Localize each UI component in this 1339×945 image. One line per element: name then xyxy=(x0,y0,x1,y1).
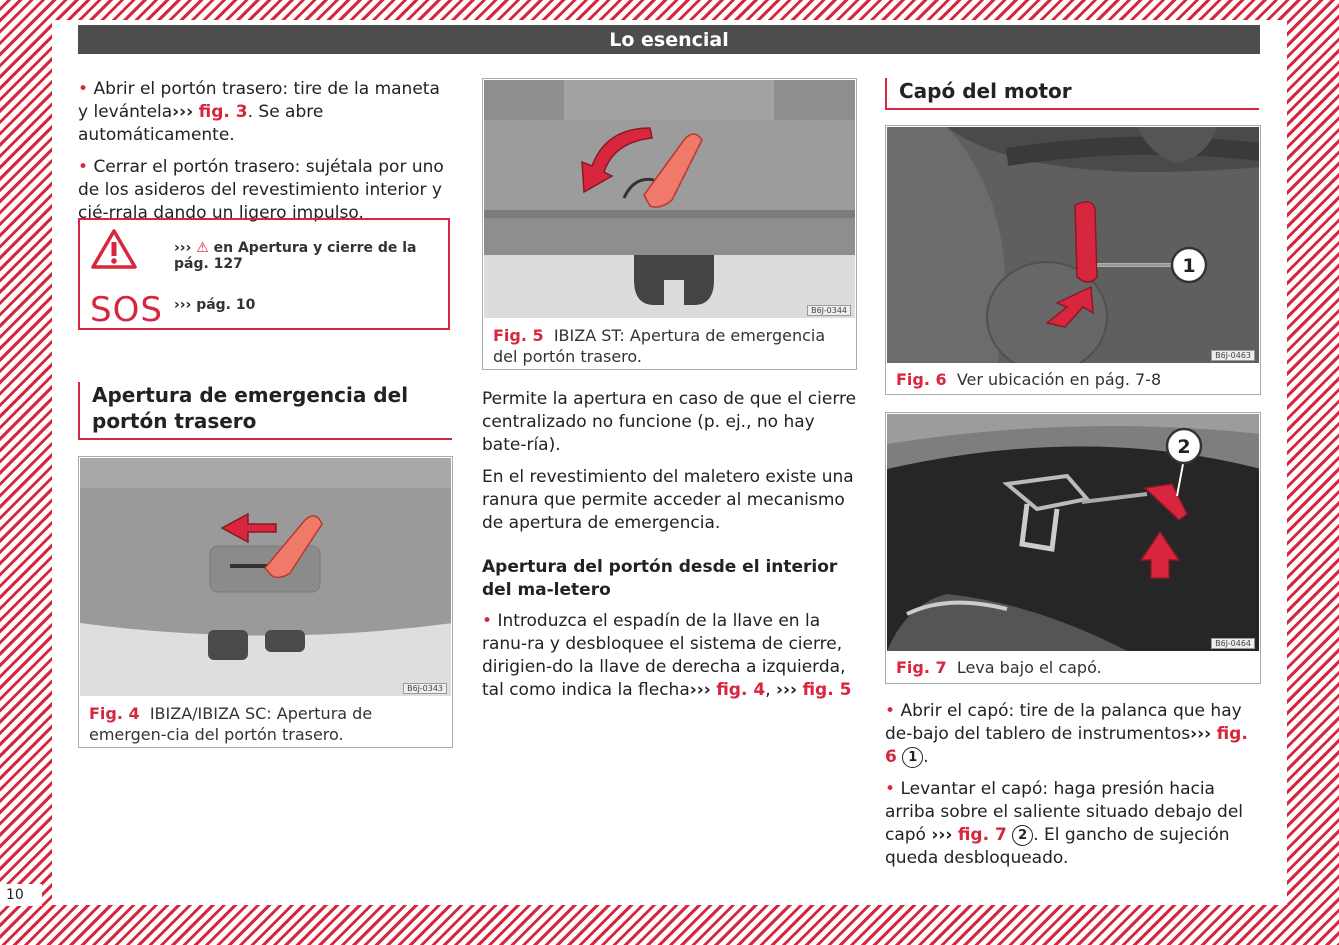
bullet-lift-hood: • Levantar el capó: haga presión hacia arriba sobre el saliente situado debajo del capó ››› fig. 7 2 . El gancho de sujeción queda desbloqueado. xyxy=(885,779,1244,868)
fig4-code: B6J-0343 xyxy=(403,683,447,694)
chevrons-icon: ››› xyxy=(174,240,192,256)
bullet-icon: • xyxy=(78,157,89,177)
chevrons-icon: ››› xyxy=(931,825,953,845)
trunk-panel-illustration xyxy=(80,458,451,696)
fig5-code: B6J-0344 xyxy=(807,305,851,316)
callout-number-2: 2 xyxy=(1012,825,1033,846)
sos-link-line[interactable]: ››› pág. 10 xyxy=(174,297,256,313)
paragraph-1: Permite la apertura en caso de que el cierre centralizado no funcione (p. ej., no hay bate-ría). xyxy=(482,389,857,455)
bullet-icon: • xyxy=(78,79,89,99)
bullet-insert-key: • Introduzca el espadín de la llave en la ranu-ra y desbloquee el sistema de cierre, dirigien-do la llave de derecha a izquierda, tal como indica la flecha››› fig. 4, ››› fig. 5 xyxy=(482,611,852,700)
chevrons-icon: ››› xyxy=(776,680,798,700)
middle-text xyxy=(482,388,858,711)
fig5-image xyxy=(484,80,855,318)
section-heading-hood xyxy=(885,78,1259,110)
bullet-icon: • xyxy=(482,611,493,631)
bullet-icon: • xyxy=(885,701,896,721)
fig4-image xyxy=(80,458,451,696)
bullet-icon: • xyxy=(885,779,896,799)
fig6-image xyxy=(887,127,1259,363)
fig6-caption: Fig. 6 Ver ubicación en pág. 7-8 xyxy=(896,370,1162,389)
warning-box xyxy=(78,218,450,330)
small-warning-icon: ⚠ xyxy=(196,240,209,256)
section-heading-emergency xyxy=(78,382,452,440)
sos-label: SOS xyxy=(90,290,163,330)
callout-number-1: 1 xyxy=(902,747,923,768)
link-fig3[interactable]: fig. 3 xyxy=(198,102,248,122)
fig6-code: B6J-0463 xyxy=(1211,350,1255,361)
page-header: Lo esencial xyxy=(78,25,1260,54)
right-text xyxy=(885,700,1261,879)
figure-4 xyxy=(78,456,453,748)
chevrons-icon: ››› xyxy=(174,297,192,313)
figure-5 xyxy=(482,78,857,370)
callout-1-label: 1 xyxy=(1182,255,1196,277)
subsection-title: Apertura del portón desde el interior del ma-letero xyxy=(482,557,838,600)
fig7-code: B6J-0464 xyxy=(1211,638,1255,649)
warning-triangle-icon xyxy=(90,228,138,270)
link-fig7[interactable]: fig. 7 xyxy=(957,825,1007,845)
figure-6 xyxy=(885,125,1261,395)
bullet-open-tailgate: • Abrir el portón trasero: tire de la maneta y levántela››› fig. 3. Se abre automáticamente. xyxy=(78,79,440,145)
chevrons-icon: ››› xyxy=(172,102,194,122)
fig7-image xyxy=(887,414,1259,651)
callout-2-label: 2 xyxy=(1177,436,1191,458)
paragraph-2: En el revestimiento del maletero existe una ranura que permite acceder al mecanismo de apertura de emergencia. xyxy=(482,467,854,533)
chevrons-icon: ››› xyxy=(1190,724,1212,744)
tailgate-illustration xyxy=(484,80,855,318)
link-fig4[interactable]: fig. 4 xyxy=(716,680,766,700)
column-left xyxy=(78,78,454,744)
hood-latch-illustration xyxy=(887,414,1259,651)
fig4-caption: Fig. 4 IBIZA/IBIZA SC: Apertura de emergen-cia del portón trasero. xyxy=(89,704,373,744)
fig5-caption: Fig. 5 IBIZA ST: Apertura de emergencia del portón trasero. xyxy=(493,326,826,366)
bullet-open-hood: • Abrir el capó: tire de la palanca que hay de-bajo del tablero de instrumentos››› fig. 6 1 . xyxy=(885,701,1248,767)
section-title: Capó del motor xyxy=(899,79,1072,103)
bullet-close-tailgate: • Cerrar el portón trasero: sujétala por uno de los asideros del revestimiento interior y cié-rrala dando un ligero impulso. xyxy=(78,157,444,223)
fig7-caption: Fig. 7 Leva bajo el capó. xyxy=(896,658,1102,677)
link-fig5[interactable]: fig. 5 xyxy=(802,680,852,700)
figure-7 xyxy=(885,412,1261,684)
dashboard-lever-illustration xyxy=(887,127,1259,363)
link-fig6[interactable]: fig. 6 xyxy=(885,724,1248,767)
page-number: 10 xyxy=(0,884,42,906)
section-title: Apertura de emergencia del portón trasero xyxy=(92,383,409,433)
chevrons-icon: ››› xyxy=(689,680,711,700)
warning-link-line[interactable]: ››› ⚠ en Apertura y cierre de la pág. 127 xyxy=(174,240,417,272)
